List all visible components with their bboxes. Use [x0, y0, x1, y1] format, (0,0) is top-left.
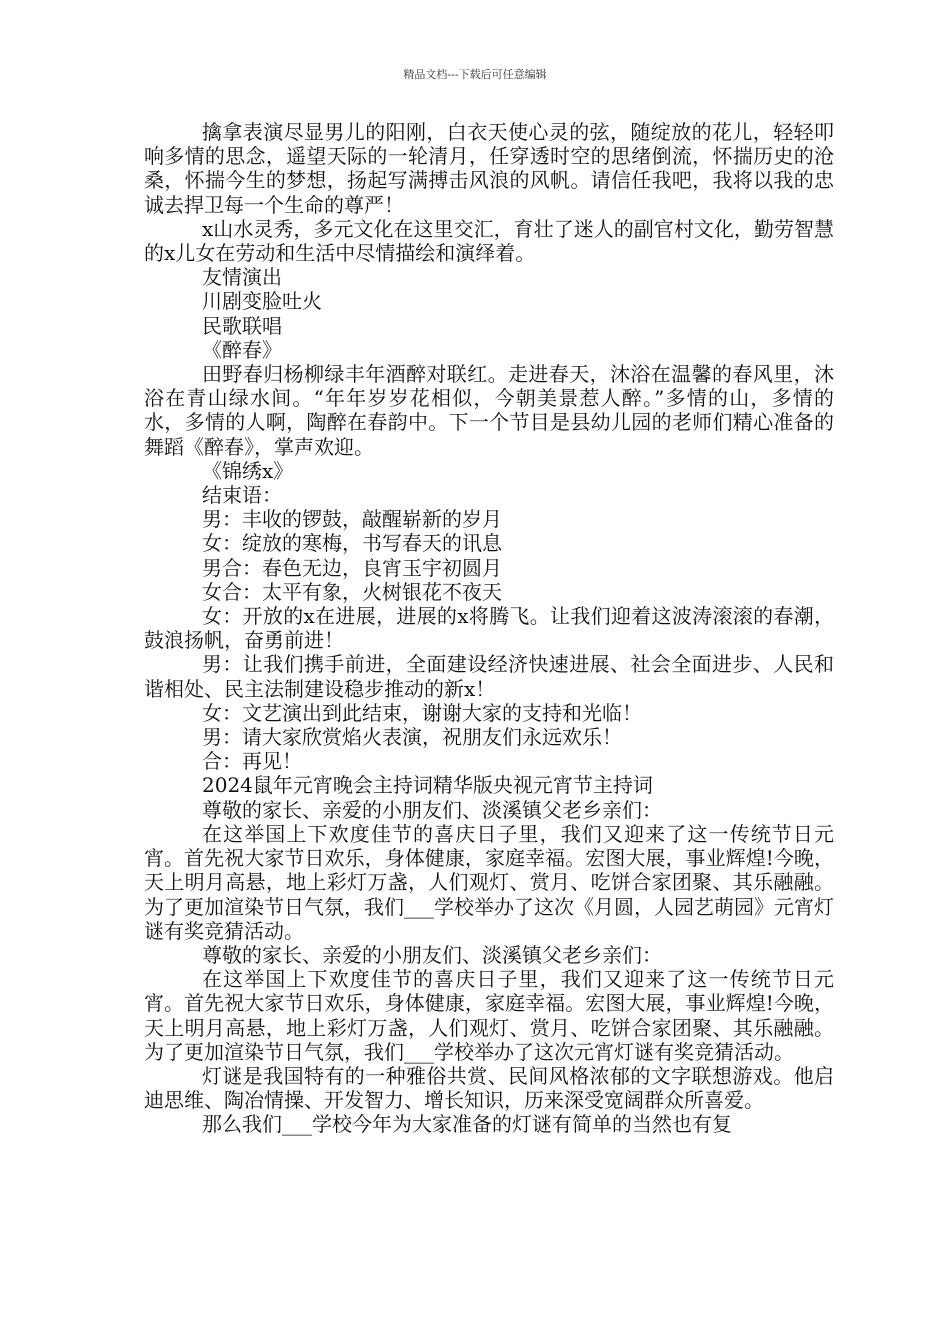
paragraph: 女：绽放的寒梅，书写春天的讯息 [202, 531, 502, 556]
paragraph: 尊敬的家长、亲爱的小朋友们、淡溪镇父老乡亲们： [202, 797, 662, 822]
paragraph: x山水灵秀，多元文化在这里交汇，育壮了迷人的副官村文化，勤劳智慧的x儿女在劳动和生活中尽情描绘和演绎着。 [144, 216, 834, 266]
paragraph: 尊敬的家长、亲爱的小朋友们、淡溪镇父老乡亲们： [202, 942, 662, 967]
paragraph: 女合：太平有象，火树银花不夜天 [202, 579, 502, 604]
paragraph: 灯谜是我国特有的一种雅俗共赏、民间风格浓郁的文字联想游戏。他启迪思维、陶冶情操、开发智力、增长知识，历来深受宽阔群众所喜爱。 [144, 1063, 834, 1113]
paragraph: 川剧变脸吐火 [202, 289, 322, 314]
paragraph: 民歌联唱 [202, 313, 282, 338]
paragraph: 那么我们___学校今年为大家准备的灯谜有简单的当然也有复 [202, 1112, 732, 1137]
page-header: 精品文档---下载后可任意编辑 [403, 68, 547, 81]
paragraph: 合：再见！ [202, 749, 302, 774]
paragraph: 《醉春》 [202, 337, 282, 362]
paragraph: 女：文艺演出到此结束，谢谢大家的支持和光临！ [202, 700, 642, 725]
paragraph: 男：让我们携手前进，全面建设经济快速进展、社会全面进步、人民和谐相处、民主法制建设稳步推动的新x！ [144, 652, 834, 701]
paragraph: 在这举国上下欢度佳节的喜庆日子里，我们又迎来了这一传统节日元宵。首先祝大家节日欢乐，身体健康，家庭幸福。宏图大展，事业辉煌!今晚，天上明月高悬，地上彩灯万盏，人们观灯、赏月、吃饼合家团聚、其乐融融。为了更加渲染节日气氛，我们___学校举办了这次《月圆，人园艺萌园》元宵灯谜有奖竞猜活动。 [144, 821, 834, 943]
paragraph: 友情演出 [202, 265, 282, 290]
paragraph: 男：请大家欣赏焰火表演，祝朋友们永远欢乐！ [202, 725, 622, 750]
paragraph: 结束语： [202, 483, 282, 508]
document-body [144, 120, 834, 1137]
paragraph: 男合：春色无边，良宵玉宇初圆月 [202, 555, 502, 580]
paragraph: 男：丰收的锣鼓，敲醒崭新的岁月 [202, 507, 502, 532]
paragraph: 田野春归杨柳绿丰年酒醉对联红。走进春天，沐浴在温馨的春风里，沐浴在青山绿水间。“年年岁岁花相似，今朝美景惹人醉。”多情的山，多情的水，多情的人啊，陶醉在春韵中。下一个节目是县幼儿园的老师们精心准备的舞蹈《醉春》，掌声欢迎。 [144, 362, 834, 459]
paragraph: 女：开放的x在进展，进展的x将腾飞。让我们迎着这波涛滚滚的春潮，鼓浪扬帆，奋勇前进！ [144, 604, 834, 653]
paragraph: 擒拿表演尽显男儿的阳刚，白衣天使心灵的弦，随绽放的花儿，轻轻叩响多情的思念，遥望天际的一轮清月，任穿透时空的思绪倒流，怀揣历史的沧桑，怀揣今生的梦想，扬起写满搏击风浪的风帆。请信任我吧，我将以我的忠诚去捍卫每一个生命的尊严！ [144, 120, 834, 217]
paragraph: 《锦绣x》 [202, 458, 294, 483]
paragraph: 在这举国上下欢度佳节的喜庆日子里，我们又迎来了这一传统节日元宵。首先祝大家节日欢乐，身体健康，家庭幸福。宏图大展，事业辉煌!今晚，天上明月高悬，地上彩灯万盏，人们观灯、赏月、吃饼合家团聚、其乐融融。为了更加渲染节日气氛，我们___学校举办了这次元宵灯谜有奖竞猜活动。 [144, 967, 834, 1064]
paragraph: 2024鼠年元宵晚会主持词精华版央视元宵节主持词 [202, 773, 653, 798]
